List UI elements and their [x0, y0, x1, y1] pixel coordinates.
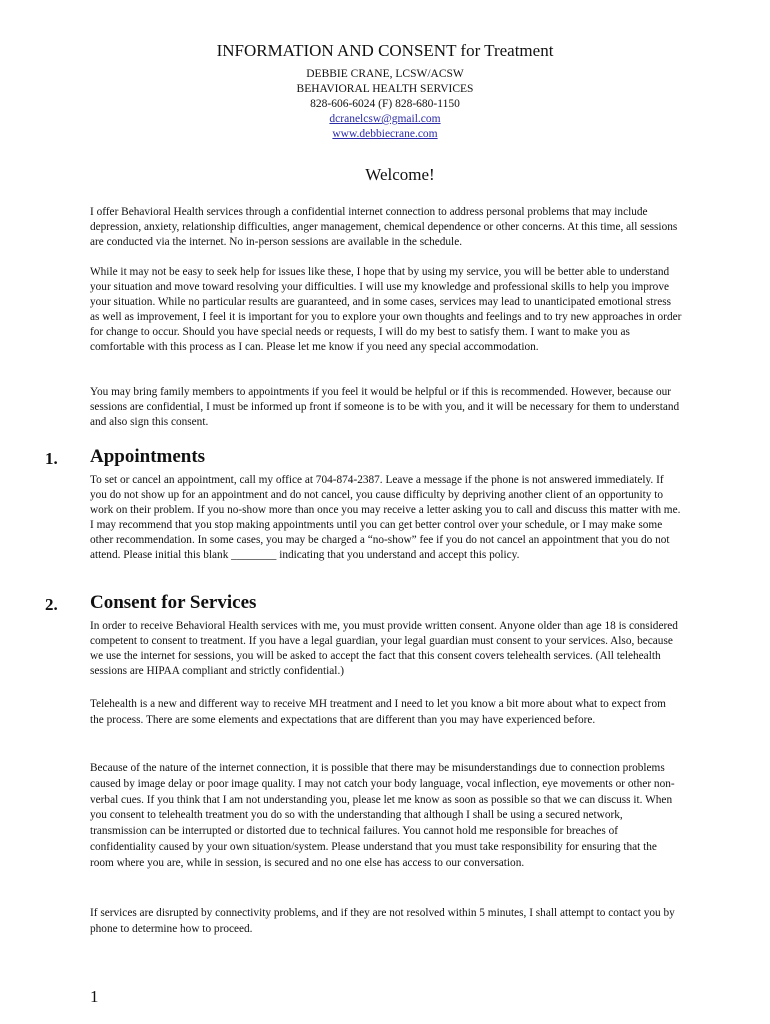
appointments-paragraph: To set or cancel an appointment, call my office at 704-874-2387. Leave a message if the phone is not answered immediately. If you do not show up for an appointment and do not cancel, you cause difficulty by depriving another client of an opportunity to work on their problem. If you no-show more than once you may receive a letter asking you to call and discuss this matter with me. I may recommend that you stop making appointments until you can get better control over your schedule, or I may make some other recommendation. In some cases, you may be charged a “no-show” fee if you do not cancel an appointment that you do not attend. Please initial this blank ________ indicating that you understand and accept this policy.: [90, 474, 681, 561]
welcome-paragraph: You may bring family members to appointments if you feel it would be helpful or if this is recommended. However, because our sessions are confidential, I must be informed up front if someone is to be with you, and it will be necessary for them to understand and also sign this consent.: [90, 386, 680, 428]
email-line: [0, 111, 770, 127]
website-line: [0, 126, 770, 142]
consent-paragraph: In order to receive Behavioral Health services with me, you must provide written consent. Anyone older than age 18 is considered competent to consent to treatment. If you have a legal guardian, your legal guardian must consent to your services. Also, because we use the internet for sessions, you will be asked to accept the fact that this consent covers telehealth services. (All telehealth sessions are HIPAA compliant and strictly confidential.): [90, 620, 678, 677]
welcome-paragraph: I offer Behavioral Health services through a confidential internet connection to address personal problems that may include depression, anxiety, relationship difficulties, anger management, chemical dependence or other concerns. At this time, all sessions are conducted via the internet. No in-person sessions are available in the schedule.: [90, 206, 678, 248]
section-title-appointments: Appointments: [90, 446, 206, 467]
consent-paragraph: Telehealth is a new and different way to receive MH treatment and I need to let you know a bit more about what to expect from the process. There are some elements and expectations that are different than you may have experienced before.: [90, 698, 666, 726]
welcome-heading: Welcome!: [365, 165, 435, 184]
consent-paragraph: Because of the nature of the internet connection, it is possible that there may be misunderstandings due to connection problems caused by image delay or poor image quality. I may not catch your body language, vocal inflection, eye movements or other non-verbal cues. If you think that I am not understanding you, please let me know as soon as possible so that we can discuss it. When you consent to telehealth treatment you do so with the understanding that although I shall be using a secured network, transmission can be interrupted or distorted due to technical failures. You cannot hold me responsible for breaches of confidentiality caused by your own situation/system. Please understand that you must take responsibility for ensuring that the room where you are, while in session, is secured and no one else has access to our conversation.: [90, 762, 675, 869]
website-link[interactable]: www.debbiecrane.com: [332, 128, 438, 140]
section-number: 2.: [45, 595, 58, 614]
section-number: 1.: [45, 449, 58, 468]
consent-paragraph: If services are disrupted by connectivity problems, and if they are not resolved within 5 minutes, I shall attempt to contact you by phone to determine how to proceed.: [90, 907, 675, 935]
email-link[interactable]: dcranelcsw@gmail.com: [329, 113, 441, 125]
document-title: INFORMATION AND CONSENT for Treatment: [216, 41, 554, 60]
provider-name: DEBBIE CRANE, LCSW/ACSW: [306, 68, 464, 80]
welcome-paragraph: While it may not be easy to seek help for issues like these, I hope that by using my service, you will be better able to understand your situation and move toward resolving your difficulties. I will use my knowledge and professional skills to help you improve your situation. While no particular results are guaranteed, and in some cases, services may lead to unanticipated emotional stress as well as improvement, I feel it is important for you to explore your own thoughts and feelings and to try new approaches in order for change to occur. Should you have special needs or requests, I will do my best to satisfy them. I want to make you as comfortable with this process as I can. Please let me know if you need any special accommodation.: [90, 266, 682, 353]
phone-fax-numbers: 828-606-6024 (F) 828-680-1150: [310, 98, 460, 110]
page-number: 1: [90, 987, 99, 1006]
organization-name: BEHAVIORAL HEALTH SERVICES: [296, 83, 474, 95]
section-title-consent: Consent for Services: [90, 592, 257, 613]
